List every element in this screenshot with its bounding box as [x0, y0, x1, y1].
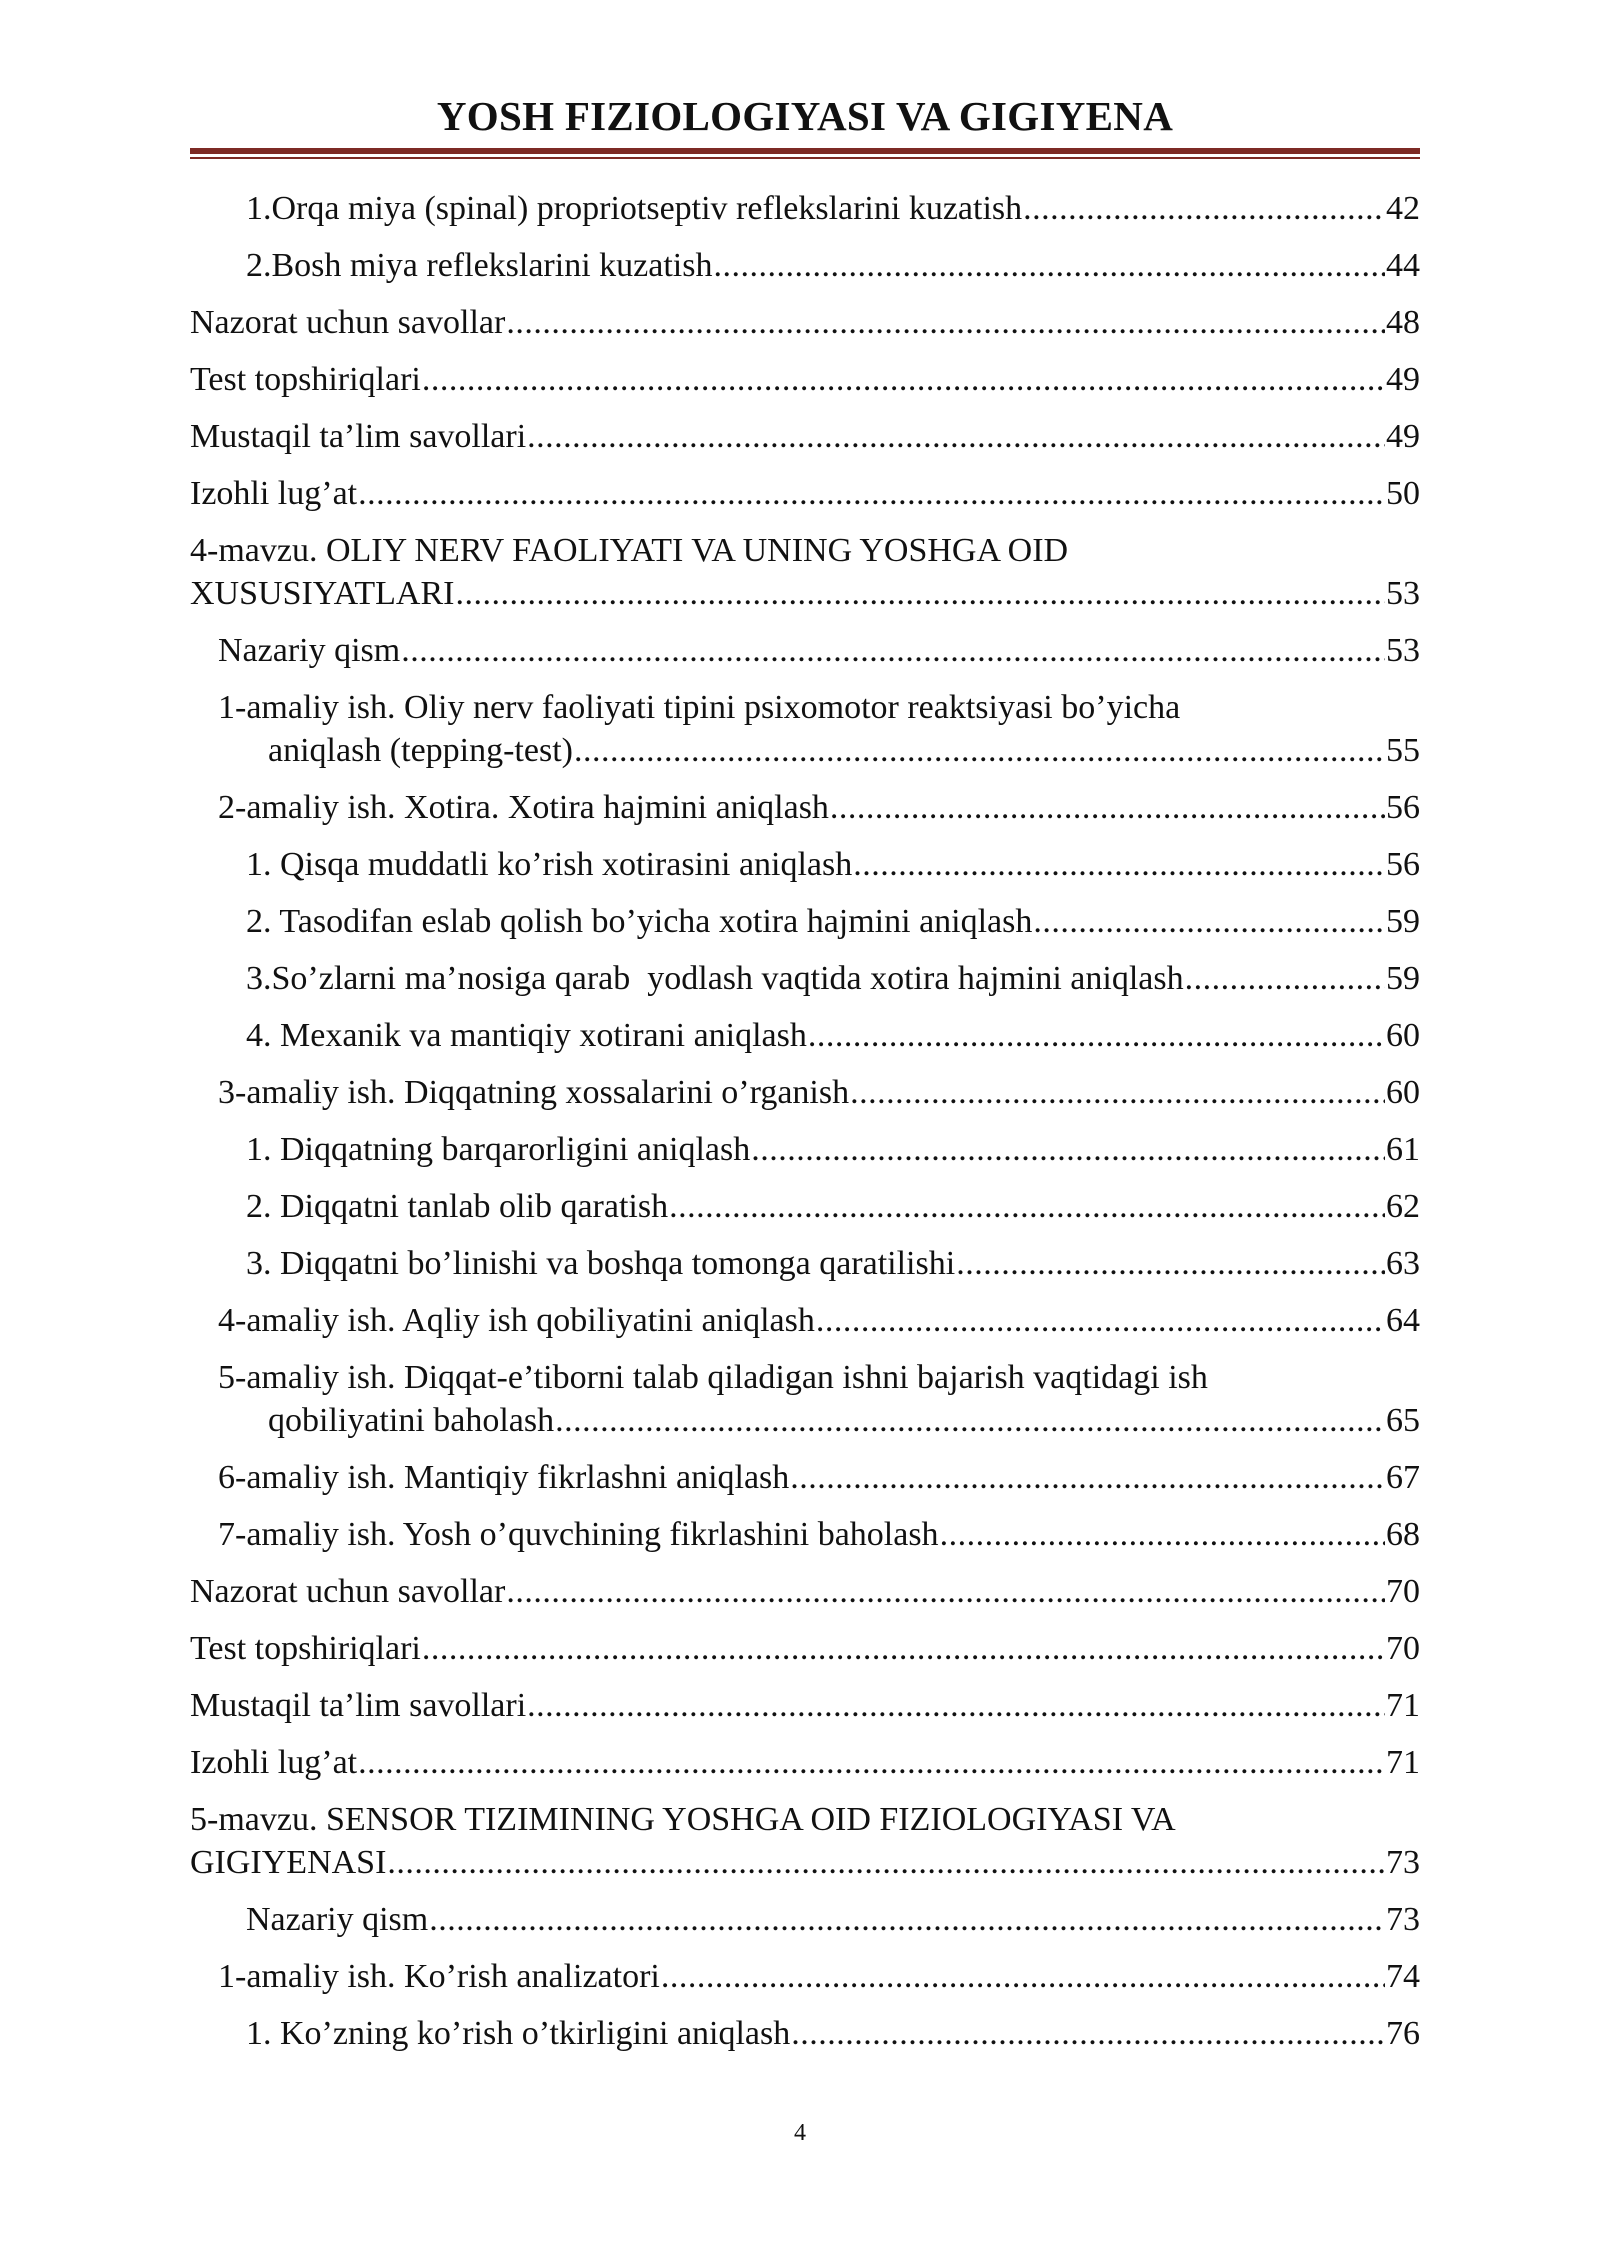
page-number: 4	[794, 2120, 806, 2146]
toc-page-number: 63	[1386, 1245, 1420, 1282]
toc-page-number: 76	[1386, 2015, 1420, 2052]
toc-page-number: 59	[1386, 960, 1420, 997]
toc-dot-leader	[850, 1071, 1385, 1114]
toc-page-number: 56	[1386, 789, 1420, 826]
toc-entry-chapter[interactable]	[190, 529, 1420, 615]
toc-entry-title: 3. Diqqatni bo’linishi va boshqa tomonga qaratilishi	[246, 1245, 956, 1282]
toc-entry-title: 1. Diqqatning barqarorligini aniqlash	[246, 1131, 751, 1168]
toc-page-number: 64	[1386, 1302, 1420, 1339]
toc-entry-number: 2.	[246, 247, 272, 284]
toc-entry[interactable]	[190, 415, 1420, 458]
toc-entry-number: 1.	[246, 190, 272, 227]
toc-page-number: 60	[1386, 1074, 1420, 1111]
toc-entry[interactable]	[190, 187, 1420, 230]
toc-page-number: 44	[1386, 247, 1420, 284]
header-rule-thick	[190, 148, 1420, 154]
toc-page-number: 53	[1386, 632, 1420, 669]
toc-page-number: 61	[1386, 1131, 1420, 1168]
toc-entry-title: Mustaqil ta’lim savollari	[190, 418, 527, 455]
toc-dot-leader	[455, 572, 1385, 615]
toc-entry[interactable]	[190, 472, 1420, 515]
toc-dot-leader	[1185, 957, 1385, 1000]
toc-entry[interactable]	[190, 1014, 1420, 1057]
toc-page-number: 55	[1386, 732, 1420, 769]
toc-entry-title: 4. Mexanik va mantiqiy xotirani aniqlash	[246, 1017, 807, 1054]
toc-page-number: 70	[1386, 1573, 1420, 1610]
toc-page-number: 42	[1386, 190, 1420, 227]
toc-entry[interactable]	[190, 629, 1420, 672]
toc-page-number: 73	[1386, 1901, 1420, 1938]
toc-page-number: 49	[1386, 361, 1420, 398]
toc-entry-title: Izohli lug’at	[190, 475, 358, 512]
toc-dot-leader	[387, 1841, 1385, 1884]
toc-entry-title: Test topshiriqlari	[190, 1630, 421, 1667]
toc-page-number: 53	[1386, 575, 1420, 612]
toc-dot-leader	[506, 301, 1385, 344]
toc-entry[interactable]	[190, 1299, 1420, 1342]
toc-page-number: 48	[1386, 304, 1420, 341]
toc-page-number: 70	[1386, 1630, 1420, 1667]
toc-entry[interactable]	[190, 686, 1420, 772]
toc-page-number: 74	[1386, 1958, 1420, 1995]
toc-entry[interactable]	[190, 1456, 1420, 1499]
toc-dot-leader	[506, 1570, 1385, 1613]
toc-page-number: 62	[1386, 1188, 1420, 1225]
toc-dot-leader	[669, 1185, 1385, 1228]
toc-entry[interactable]	[190, 2012, 1420, 2055]
toc-entry-title: Nazorat uchun savollar	[190, 304, 506, 341]
toc-entry-title: 1-amaliy ish. Ko’rish analizatori	[218, 1958, 660, 1995]
toc-entry-title: Mustaqil ta’lim savollari	[190, 1687, 527, 1724]
toc-page-number: 50	[1386, 475, 1420, 512]
toc-dot-leader	[574, 729, 1385, 772]
toc-entry[interactable]	[190, 900, 1420, 943]
toc-dot-leader	[713, 244, 1385, 287]
toc-entry-title: aniqlash (tepping-test)	[268, 732, 573, 769]
toc-entry-title: Bosh miya reflekslarini kuzatish	[271, 247, 713, 284]
toc-page-number: 68	[1386, 1516, 1420, 1553]
toc-dot-leader	[940, 1513, 1385, 1556]
toc-entry[interactable]	[190, 957, 1420, 1000]
toc-page-number: 71	[1386, 1744, 1420, 1781]
toc-entry[interactable]	[190, 244, 1420, 287]
toc-entry-title: Nazorat uchun savollar	[190, 1573, 506, 1610]
toc-page-number: 59	[1386, 903, 1420, 940]
toc-entry[interactable]	[190, 1185, 1420, 1228]
toc-entry[interactable]	[190, 1071, 1420, 1114]
toc-dot-leader	[956, 1242, 1385, 1285]
toc-entry-title-line1: 4-mavzu. OLIY NERV FAOLIYATI VA UNING YOSHGA OID	[190, 532, 1069, 569]
toc-entry[interactable]	[190, 301, 1420, 344]
toc-entry-title: GIGIYENASI	[190, 1844, 387, 1881]
toc-page-number: 73	[1386, 1844, 1420, 1881]
toc-dot-leader	[751, 1128, 1385, 1171]
toc-page-number: 65	[1386, 1402, 1420, 1439]
toc-entry[interactable]	[190, 1128, 1420, 1171]
toc-entry-title: 6-amaliy ish. Mantiqiy fikrlashni aniqlash	[218, 1459, 790, 1496]
toc-entry-title: Nazariy qism	[218, 632, 401, 669]
page-header-title: YOSH FIZIOLOGIYASI VA GIGIYENA	[436, 93, 1174, 139]
toc-dot-leader	[808, 1014, 1385, 1057]
toc-entry[interactable]	[190, 1684, 1420, 1727]
toc-entry-title-line1: 5-mavzu. SENSOR TIZIMINING YOSHGA OID FIZIOLOGIYASI VA	[190, 1801, 1176, 1838]
toc-entry[interactable]	[190, 358, 1420, 401]
toc-entry-title: 2-amaliy ish. Xotira. Xotira hajmini aniqlash	[218, 789, 829, 826]
toc-dot-leader	[816, 1299, 1385, 1342]
toc-dot-leader	[358, 472, 1385, 515]
toc-page-number: 49	[1386, 418, 1420, 455]
toc-dot-leader	[527, 415, 1385, 458]
toc-entry-title: 1. Ko’zning ko’rish o’tkirligini aniqlash	[246, 2015, 791, 2052]
toc-dot-leader	[358, 1741, 1385, 1784]
toc-entry-title: qobiliyatini baholash	[268, 1402, 555, 1439]
table-of-contents	[190, 187, 1420, 2069]
toc-dot-leader	[790, 1456, 1385, 1499]
toc-entry-title: 2. Diqqatni tanlab olib qaratish	[246, 1188, 669, 1225]
toc-entry-title: 7-amaliy ish. Yosh o’quvchining fikrlashini baholash	[218, 1516, 939, 1553]
toc-entry-title-line1: 5-amaliy ish. Diqqat-e’tiborni talab qiladigan ishni bajarish vaqtidagi ish	[218, 1359, 1208, 1396]
toc-page-number: 71	[1386, 1687, 1420, 1724]
toc-entry-title: 3-amaliy ish. Diqqatning xossalarini o’rganish	[218, 1074, 850, 1111]
toc-entry[interactable]	[190, 1356, 1420, 1442]
toc-dot-leader	[422, 1627, 1385, 1670]
toc-dot-leader	[527, 1684, 1385, 1727]
toc-page-number: 67	[1386, 1459, 1420, 1496]
toc-dot-leader	[429, 1898, 1385, 1941]
toc-entry-title: Izohli lug’at	[190, 1744, 358, 1781]
toc-entry[interactable]	[190, 843, 1420, 886]
toc-entry-title: Test topshiriqlari	[190, 361, 421, 398]
toc-entry-title: XUSUSIYATLARI	[190, 575, 455, 612]
toc-entry[interactable]	[190, 1570, 1420, 1613]
toc-page-number: 60	[1386, 1017, 1420, 1054]
toc-dot-leader	[422, 358, 1385, 401]
toc-entry-number: 3.	[246, 960, 272, 997]
toc-entry-title: 1. Qisqa muddatli ko’rish xotirasini aniqlash	[246, 846, 853, 883]
toc-entry[interactable]	[190, 1898, 1420, 1941]
toc-entry-title: Nazariy qism	[246, 1901, 429, 1938]
toc-dot-leader	[830, 786, 1385, 829]
toc-entry-title: So’zlarni ma’nosiga qarab yodlash vaqtida xotira hajmini aniqlash	[271, 960, 1184, 997]
toc-page-number: 56	[1386, 846, 1420, 883]
toc-dot-leader	[791, 2012, 1385, 2055]
toc-entry[interactable]	[190, 786, 1420, 829]
toc-dot-leader	[1023, 187, 1385, 230]
toc-entry-title-line1: 1-amaliy ish. Oliy nerv faoliyati tipini psixomotor reaktsiyasi bo’yicha	[218, 689, 1181, 726]
toc-entry-chapter[interactable]	[190, 1798, 1420, 1884]
toc-entry[interactable]	[190, 1242, 1420, 1285]
toc-dot-leader	[853, 843, 1385, 886]
toc-dot-leader	[555, 1399, 1385, 1442]
header-rule-thin	[190, 157, 1420, 159]
toc-entry[interactable]	[190, 1955, 1420, 1998]
toc-dot-leader	[661, 1955, 1385, 1998]
toc-entry-title: Orqa miya (spinal) propriotseptiv reflekslarini kuzatish	[271, 190, 1023, 227]
toc-entry[interactable]	[190, 1513, 1420, 1556]
toc-entry-title: 4-amaliy ish. Aqliy ish qobiliyatini aniqlash	[218, 1302, 815, 1339]
toc-dot-leader	[401, 629, 1385, 672]
toc-entry-title: 2. Tasodifan eslab qolish bo’yicha xotira hajmini aniqlash	[246, 903, 1033, 940]
toc-entry[interactable]	[190, 1741, 1420, 1784]
toc-dot-leader	[1033, 900, 1385, 943]
toc-entry[interactable]	[190, 1627, 1420, 1670]
